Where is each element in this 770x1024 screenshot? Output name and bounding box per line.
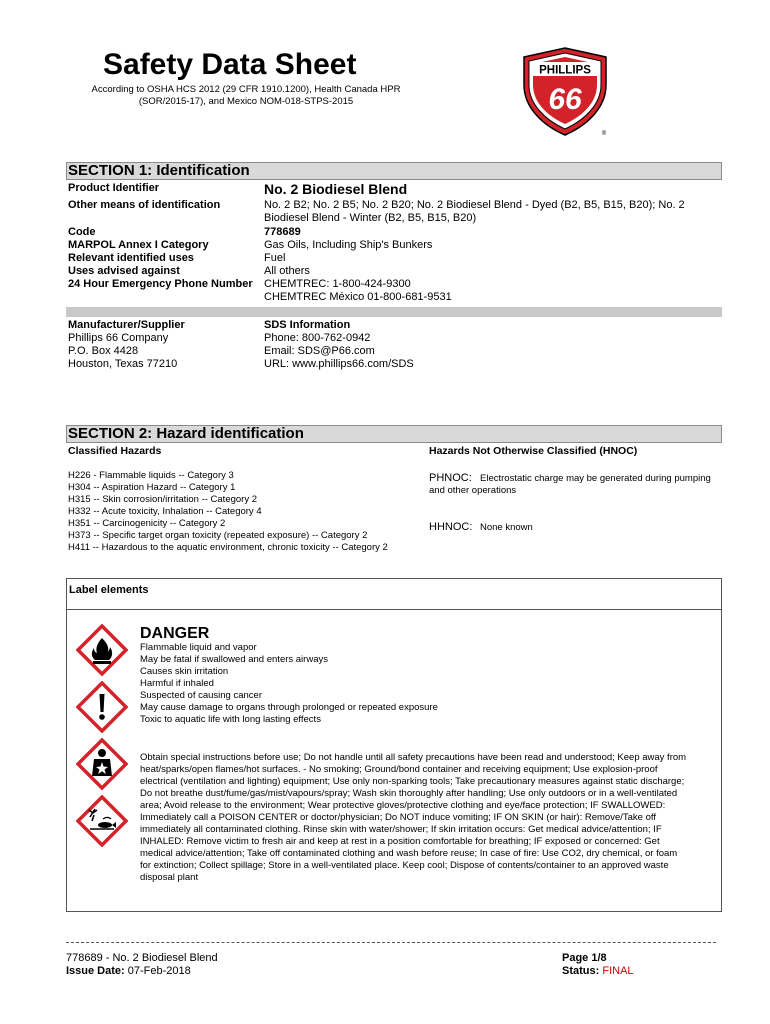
registered-mark: ® (601, 131, 607, 137)
hazard-h351: H351 -- Carcinogenicity -- Category 2 (68, 518, 226, 529)
precaution-line: for extinction; Collect spillage; Store in a well-ventilated place. Keep cool; Dispose of contents/container to an approved waste (140, 860, 669, 871)
footer-status (562, 965, 634, 977)
page-number: Page 1/8 (562, 952, 607, 964)
precaution-line: area; Avoid release to the environment; Wear protective gloves/protective clothing and eye/face protection; IF SWALLOWED: (140, 800, 666, 811)
logo-number: 66 (548, 83, 582, 116)
phillips66-logo (520, 45, 610, 137)
footer-divider (66, 942, 716, 943)
logo-wordmark: PHILLIPS (539, 64, 591, 77)
hazard-statement: Toxic to aquatic life with long lasting effects (140, 714, 321, 725)
regulation-note-line-2: (SOR/2015-17), and Mexico NOM-018-STPS-2015 (138, 96, 354, 107)
label-elements-heading: Label elements (69, 584, 149, 596)
marpol-label: MARPOL Annex I Category (68, 239, 209, 251)
hazard-statement: Suspected of causing cancer (140, 690, 262, 701)
footer-issue-date (66, 965, 191, 977)
issue-date-value: 07-Feb-2018 (127, 965, 191, 977)
hazard-h373: H373 -- Specific target organ toxicity (repeated exposure) -- Category 2 (68, 530, 368, 541)
classified-hazards-list (68, 470, 388, 554)
other-means-line-1: No. 2 B2; No. 2 B5; No. 2 B20; No. 2 Biodiesel Blend - Dyed (B2, B5, B15, B20); No. 2 (264, 199, 685, 211)
section1-divider (66, 307, 722, 317)
precaution-line: disposal plant (140, 872, 199, 883)
hazard-h332: H332 -- Acute toxicity, Inhalation -- Category 4 (68, 506, 262, 517)
code-value: 778689 (264, 226, 301, 238)
manufacturer-line-3: Houston, Texas 77210 (68, 358, 178, 370)
phnoc-value-line-1: Electrostatic charge may be generated during pumping (480, 473, 711, 484)
classified-hazards-label: Classified Hazards (68, 445, 162, 457)
hazard-statement: Flammable liquid and vapor (140, 642, 257, 653)
precaution-line: Do not breathe dust/fume/gas/mist/vapours/spray; Wash skin thoroughly after handling; Use only outdoors or in a well-ventilated (140, 788, 678, 799)
sds-email: Email: SDS@P66.com (264, 345, 375, 357)
precaution-line: Immediately call a POISON CENTER or doctor/physician; Do NOT induce vomiting; IF ON SKIN (or hair): Remove/Take off (140, 812, 656, 823)
section2-title: SECTION 2: Hazard identification (68, 425, 304, 442)
other-means-line-2: Biodiesel Blend - Winter (B2, B5, B15, B20) (264, 212, 477, 224)
precaution-line: INHALED: Remove victim to fresh air and keep at rest in a position comfortable for breathing; IF exposed or concerned: Get (140, 836, 660, 847)
precaution-line: immediately all contaminated clothing. Rinse skin with water/shower; If skin irritation occurs: Get medical advice/attention; IF (140, 824, 662, 835)
manufacturer-label: Manufacturer/Supplier (68, 319, 185, 331)
chemtrec-mexico: CHEMTREC México 01-800-681-9531 (264, 291, 452, 303)
precaution-line: heat/sparks/open flames/hot surfaces. - No smoking; Ground/bond container and receiving equipment; Use explosion-proof (140, 764, 658, 775)
hazard-statements (140, 642, 438, 726)
signal-word: DANGER (140, 625, 210, 642)
flame-icon (76, 624, 128, 676)
product-identifier-value: No. 2 Biodiesel Blend (264, 181, 408, 197)
hazard-h411: H411 -- Hazardous to the aquatic environment, chronic toxicity -- Category 2 (68, 542, 388, 553)
exclamation-icon (76, 681, 128, 733)
hazard-statement: Harmful if inhaled (140, 678, 214, 689)
environment-icon (76, 795, 128, 847)
uses-against-label: Uses advised against (68, 265, 180, 277)
relevant-uses-value: Fuel (264, 252, 286, 264)
manufacturer-line-2: P.O. Box 4428 (68, 345, 139, 357)
other-means-value (264, 199, 685, 225)
regulation-note (66, 84, 426, 108)
relevant-uses-label: Relevant identified uses (68, 252, 194, 264)
hnoc-label: Hazards Not Otherwise Classified (HNOC) (429, 445, 638, 457)
hazard-h315: H315 -- Skin corrosion/irritation -- Category 2 (68, 494, 258, 505)
other-means-label: Other means of identification (68, 199, 221, 211)
hazard-h304: H304 -- Aspiration Hazard -- Category 1 (68, 482, 236, 493)
chemtrec-us: CHEMTREC: 1-800-424-9300 (264, 278, 411, 290)
manufacturer-address (68, 332, 177, 371)
label-elements-header-box (66, 578, 722, 610)
precautionary-statements (140, 752, 686, 884)
sds-info-label: SDS Information (264, 319, 351, 331)
regulation-note-line-1: According to OSHA HCS 2012 (29 CFR 1910.1200), Health Canada HPR (91, 84, 401, 95)
sds-phone: Phone: 800-762-0942 (264, 332, 371, 344)
precaution-line: medical advice/attention; Take off contaminated clothing and wash before reuse; In case of fire: Use CO2, dry chemical, or foam (140, 848, 678, 859)
document-title: Safety Data Sheet (103, 48, 357, 81)
status-value: FINAL (602, 965, 634, 977)
marpol-value: Gas Oils, Including Ship's Bunkers (264, 239, 433, 251)
status-label: Status: (562, 965, 600, 977)
product-identifier-label: Product Identifier (68, 182, 160, 194)
hazard-statement: May be fatal if swallowed and enters airways (140, 654, 328, 665)
health-hazard-icon (76, 738, 128, 790)
emergency-phone-label: 24 Hour Emergency Phone Number (68, 278, 253, 290)
hhnoc-value: None known (480, 522, 533, 533)
issue-date-label: Issue Date: (66, 965, 125, 977)
emergency-phone-value (264, 278, 452, 304)
sds-url: URL: www.phillips66.com/SDS (264, 358, 414, 370)
section1-title: SECTION 1: Identification (68, 162, 250, 179)
manufacturer-line-1: Phillips 66 Company (68, 332, 169, 344)
hazard-statement: May cause damage to organs through prolonged or repeated exposure (140, 702, 438, 713)
footer-document-line: 778689 - No. 2 Biodiesel Blend (66, 952, 218, 964)
phnoc-label: PHNOC: (429, 472, 472, 484)
precaution-line: electrical (ventilation and lighting) equipment; Use only non-sparking tools; Take precautionary measures against static discharge; (140, 776, 685, 787)
code-label: Code (68, 226, 96, 238)
phnoc-value-line-2: and other operations (429, 485, 517, 496)
uses-against-value: All others (264, 265, 310, 277)
hazard-statement: Causes skin irritation (140, 666, 229, 677)
precaution-line: Obtain special instructions before use; Do not handle until all safety precautions have been read and understood; Keep away from (140, 752, 687, 763)
hazard-h226: H226 - Flammable liquids -- Category 3 (68, 470, 234, 481)
sds-info-contacts (264, 332, 414, 371)
hhnoc-label: HHNOC: (429, 521, 473, 533)
